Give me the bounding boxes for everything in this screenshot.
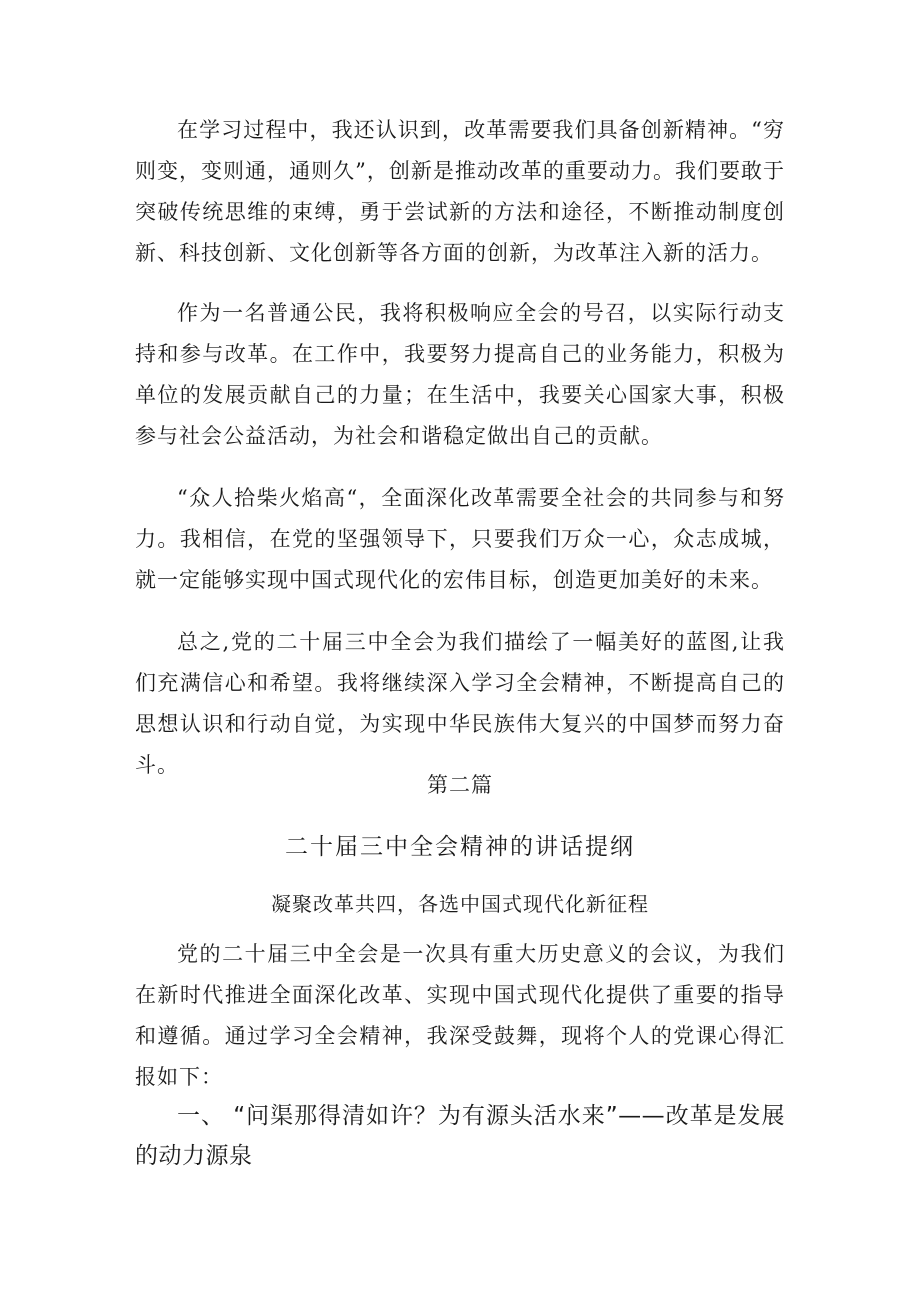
section-heading-1: 一、 “问渠那得清如许？为有源头活水来”——改革是发展的动力源泉 <box>135 1103 785 1169</box>
paragraph-conclusion: 总之,党的二十届三中全会为我们描绘了一幅美好的蓝图,让我们充满信心和希望。我将继续深入学习全会精神，不断提高自己的思想认识和行动自觉，为实现中华民族伟大复兴的中国梦而努力奋斗。 <box>135 630 785 777</box>
paragraph-innovation: 在学习过程中，我还认识到，改革需要我们具备创新精神。“穷则变，变则通，通则久”，创新是推动改革的重要动力。我们要敢于突破传统思维的束缚，勇于尝试新的方法和途径，不断推动制度创新、科技创新、文化创新等各方面的创新，为改革注入新的活力。 <box>135 118 785 265</box>
section-label: 第二篇 <box>427 773 493 797</box>
paragraph-citizen-action: 作为一名普通公民，我将积极响应全会的号召，以实际行动支持和参与改革。在工作中，我要努力提高自己的业务能力，积极为单位的发展贡献自己的力量；在生活中，我要关心国家大事，积极参与社会公益活动，为社会和谐稳定做出自己的贡献。 <box>135 301 785 448</box>
main-title: 二十届三中全会精神的讲话提纲 <box>285 834 635 860</box>
paragraph-intro: 党的二十届三中全会是一次具有重大历史意义的会议，为我们在新时代推进全面深化改革、实现中国式现代化提供了重要的指导和遵循。通过学习全会精神，我深受鼓舞，现将个人的党课心得汇报如下： <box>135 942 785 1089</box>
subtitle: 凝聚改革共四，各选中国式现代化新征程 <box>271 892 649 916</box>
paragraph-collective-effort: “众人拾柴火焰高“，全面深化改革需要全社会的共同参与和努力。我相信，在党的坚强领导下，只要我们万众一心，众志成城，就一定能够实现中国式现代化的宏伟目标，创造更加美好的未来。 <box>135 486 785 592</box>
